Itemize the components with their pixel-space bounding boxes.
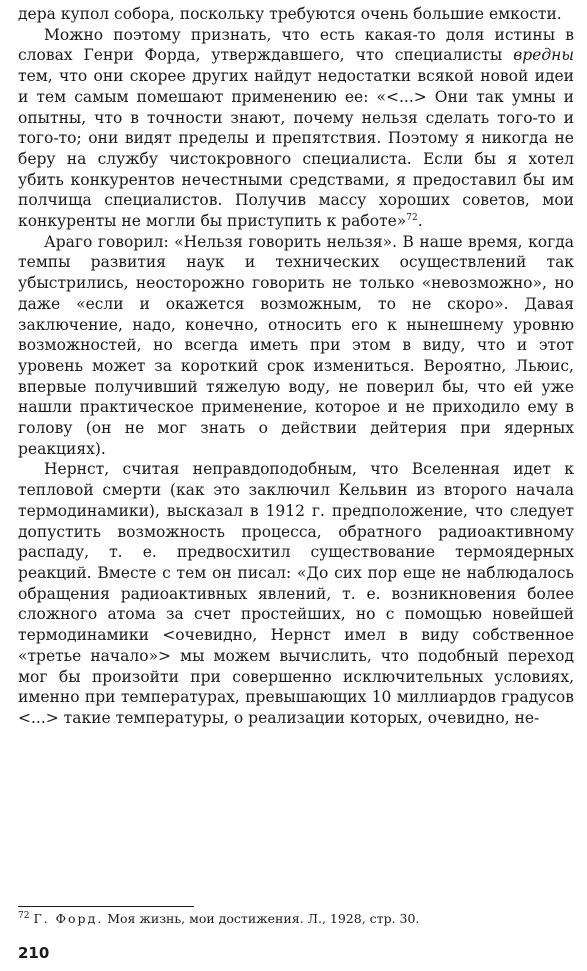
- paragraph-2-text-after: тем, что они скорее других найдут недостатки всякой новой идеи и тем самым помешают применению ее: «<...> Они так умны и опытны, что в точности знают, почему нельзя сделать того-то и того-то; они видят пределы и препятствия. Поэтому я никогда не беру на службу чистокровного специалиста. Если бы я хотел убить конкурентов нечестными средствами, я предоставил бы им полчища специалистов. Получив массу хороших советов, мои конкуренты не могли бы приступить к работе»: [18, 67, 574, 231]
- page-number: 210: [18, 944, 50, 962]
- page-body: [18, 4, 574, 729]
- paragraph-2-emphasis: вредны: [513, 46, 574, 65]
- footnote-author: Г. Форд.: [33, 911, 104, 926]
- footnote-text: Моя жизнь, мои достижения. Л., 1928, стр. 30.: [103, 911, 420, 926]
- paragraph-1: дера купол собора, поскольку требуются очень большие емкости.: [18, 5, 562, 23]
- paragraph-2-text-end: .: [417, 212, 423, 231]
- paragraph-2-text-before: Можно поэтому признать, что есть какая-то доля истины в словах Генри Форда, утверждавшего, что специалисты: [18, 25, 574, 65]
- paragraph-3: Араго говорил: «Нельзя говорить нельзя». В наше время, когда темпы развития наук и технических осуществлений так убыстрились, неосторожно говорить не только «невозможно», но даже «если и окажется возможным, то не скоро». Давая заключение, надо, конечно, относить его к нынешнему уровню возможностей, но всегда иметь при этом в виду, что и этот уровень может за короткий срок измениться. Вероятно, Льюис, впервые получивший тяжелую воду, не поверил бы, что ей уже нашли практическое применение, которое и не приходило ему в голову (он не мог знать о действии дейтерия при ядерных реакциях).: [18, 232, 574, 458]
- paragraph-2: [18, 25, 574, 232]
- footnote-ref-72[interactable]: 72: [406, 212, 418, 223]
- paragraph-4: Нернст, считая неправдоподобным, что Вселенная идет к тепловой смерти (как это заключил Кельвин из второго начала термодинамики), высказал в 1912 г. предположение, что следует допустить возможность процесса, обратного радиоактивному распаду, т. е. предвосхитил существование термоядерных реакций. Вместе с тем он писал: «До сих пор еще не наблюдалось обращения радиоактивных явлений, т. е. возникновения более сложного атома за счет простейших, но с помощью новейшей термодинамики <очевидно, Нернст имел в виду собственное «третье начало»> мы можем вычислить, что подобный переход мог бы произойти при совершенно исключительных условиях, именно при температурах, превышающих 10 миллиардов градусов <...> такие температуры, о реализации которых, очевидно, не-: [18, 460, 574, 727]
- footnote-number: 72: [18, 910, 30, 921]
- footnote-divider: [18, 906, 194, 907]
- footnote: [18, 911, 574, 927]
